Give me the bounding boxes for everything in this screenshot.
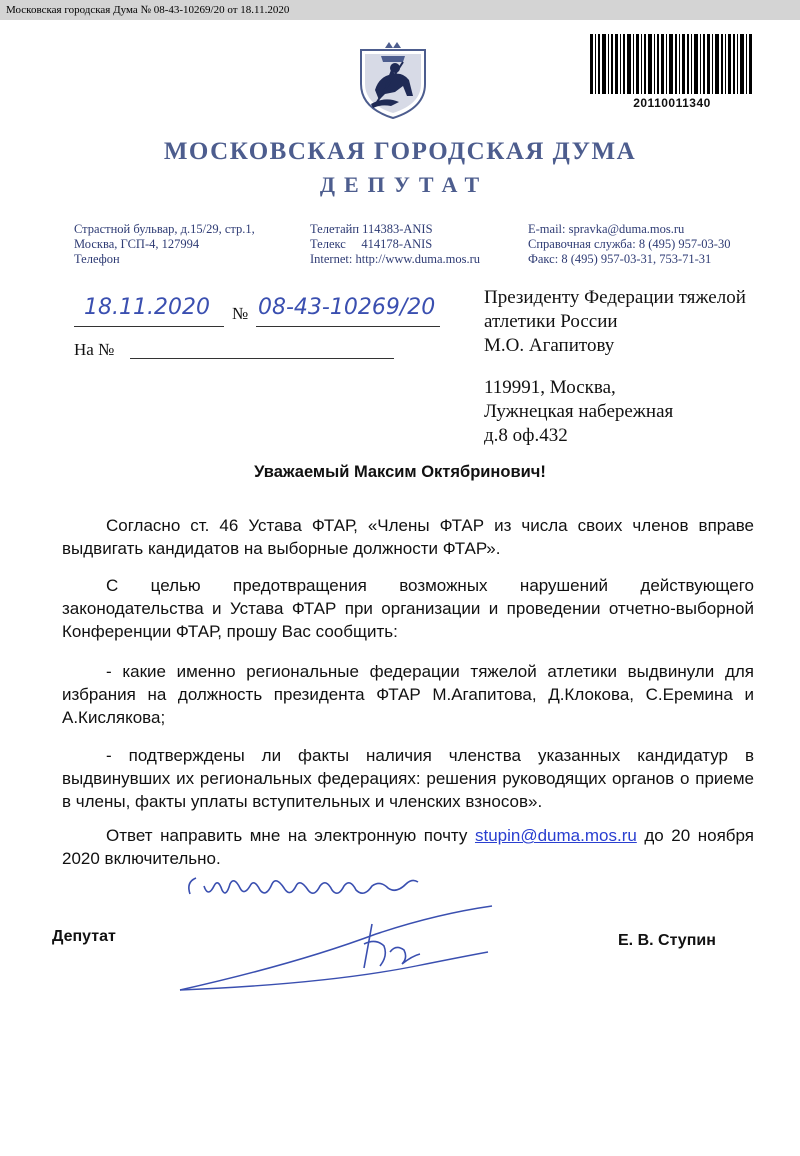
barcode-number: 20110011340 — [633, 96, 711, 110]
signature-role: Депутат — [52, 928, 116, 945]
handwritten-date: 18.11.2020 — [84, 295, 210, 320]
reply-instruction: Ответ направить мне на электронную почту — [106, 826, 468, 845]
barcode-icon — [588, 34, 756, 98]
signature-icon — [176, 904, 496, 996]
addressee-line: М.О. Агапитову — [484, 335, 615, 356]
signature-name: Е. В. Ступин — [618, 932, 716, 949]
body-paragraph-4: - подтверждены ли факты наличия членства указанных кандидатур в выдвинувших их региональных федерациях: решения руководящих органов о приеме в члены, факты уплаты вступительных и членских взносов». — [62, 746, 754, 811]
organization-name: МОСКОВСКАЯ ГОРОДСКАЯ ДУМА — [163, 138, 637, 165]
reply-to-underline — [130, 340, 394, 359]
email-link[interactable]: stupin@duma.mos.ru — [474, 826, 637, 845]
contact-line: Телекс 414178-ANIS — [310, 237, 433, 251]
address-line: 119991, Москва, — [484, 377, 616, 398]
contacts-email-phone — [528, 222, 730, 267]
contact-line: Страстной бульвар, д.15/29, стр.1, — [74, 222, 255, 236]
contacts-address — [74, 222, 255, 267]
postal-address — [484, 376, 673, 448]
greeting: Уважаемый Максим Октябринович! — [254, 463, 546, 481]
address-line: Лужнецкая набережная — [484, 401, 674, 422]
reply-deadline: до 20 ноября 2020 включительно. — [62, 826, 755, 868]
organization-subtitle: ДЕПУТАТ — [319, 172, 489, 197]
addressee — [484, 286, 746, 358]
handwritten-ref-number: 08-43-10269/20 — [258, 295, 436, 320]
contacts-telecom — [310, 222, 480, 267]
body-paragraph-1: Согласно ст. 46 Устава ФТАР, «Члены ФТАР из числа своих членов вправе выдвигать кандидатов на выборные должности ФТАР». — [62, 516, 754, 558]
contact-line: Москва, ГСП-4, 127994 — [74, 237, 200, 251]
addressee-line: Президенту Федерации тяжелой — [484, 287, 746, 308]
contact-line: Телетайп 114383-ANIS — [310, 222, 433, 236]
reply-to-label: На № — [74, 340, 115, 359]
moscow-coat-of-arms-icon — [355, 40, 431, 120]
body-paragraph-2: С целью предотвращения возможных нарушений действующего законодательства и Устава ФТАР при организации и проведении отчетно-выборной Конференции ФТАР, прошу Вас сообщить: — [62, 576, 754, 641]
header-bar: Московская городская Дума № 08-43-10269/20 от 18.11.2020 — [0, 0, 800, 20]
contact-line: Телефон — [74, 252, 120, 266]
contact-line: Факс: 8 (495) 957-03-31, 753-71-31 — [528, 252, 712, 266]
addressee-line: атлетики России — [484, 311, 618, 332]
handwritten-regards-icon — [184, 864, 424, 906]
address-line: д.8 оф.432 — [484, 425, 568, 446]
contact-line: Справочная служба: 8 (495) 957-03-30 — [528, 237, 731, 251]
number-label: № — [232, 304, 249, 323]
contact-line: E-mail: spravka@duma.mos.ru — [528, 222, 685, 236]
contact-line: Internet: http://www.duma.mos.ru — [310, 252, 480, 266]
body-paragraph-3: - какие именно региональные федерации тяжелой атлетики выдвинули для избрания на должность президента ФТАР М.Агапитова, Д.Клокова, С.Еремина и А.Кислякова; — [62, 662, 754, 727]
